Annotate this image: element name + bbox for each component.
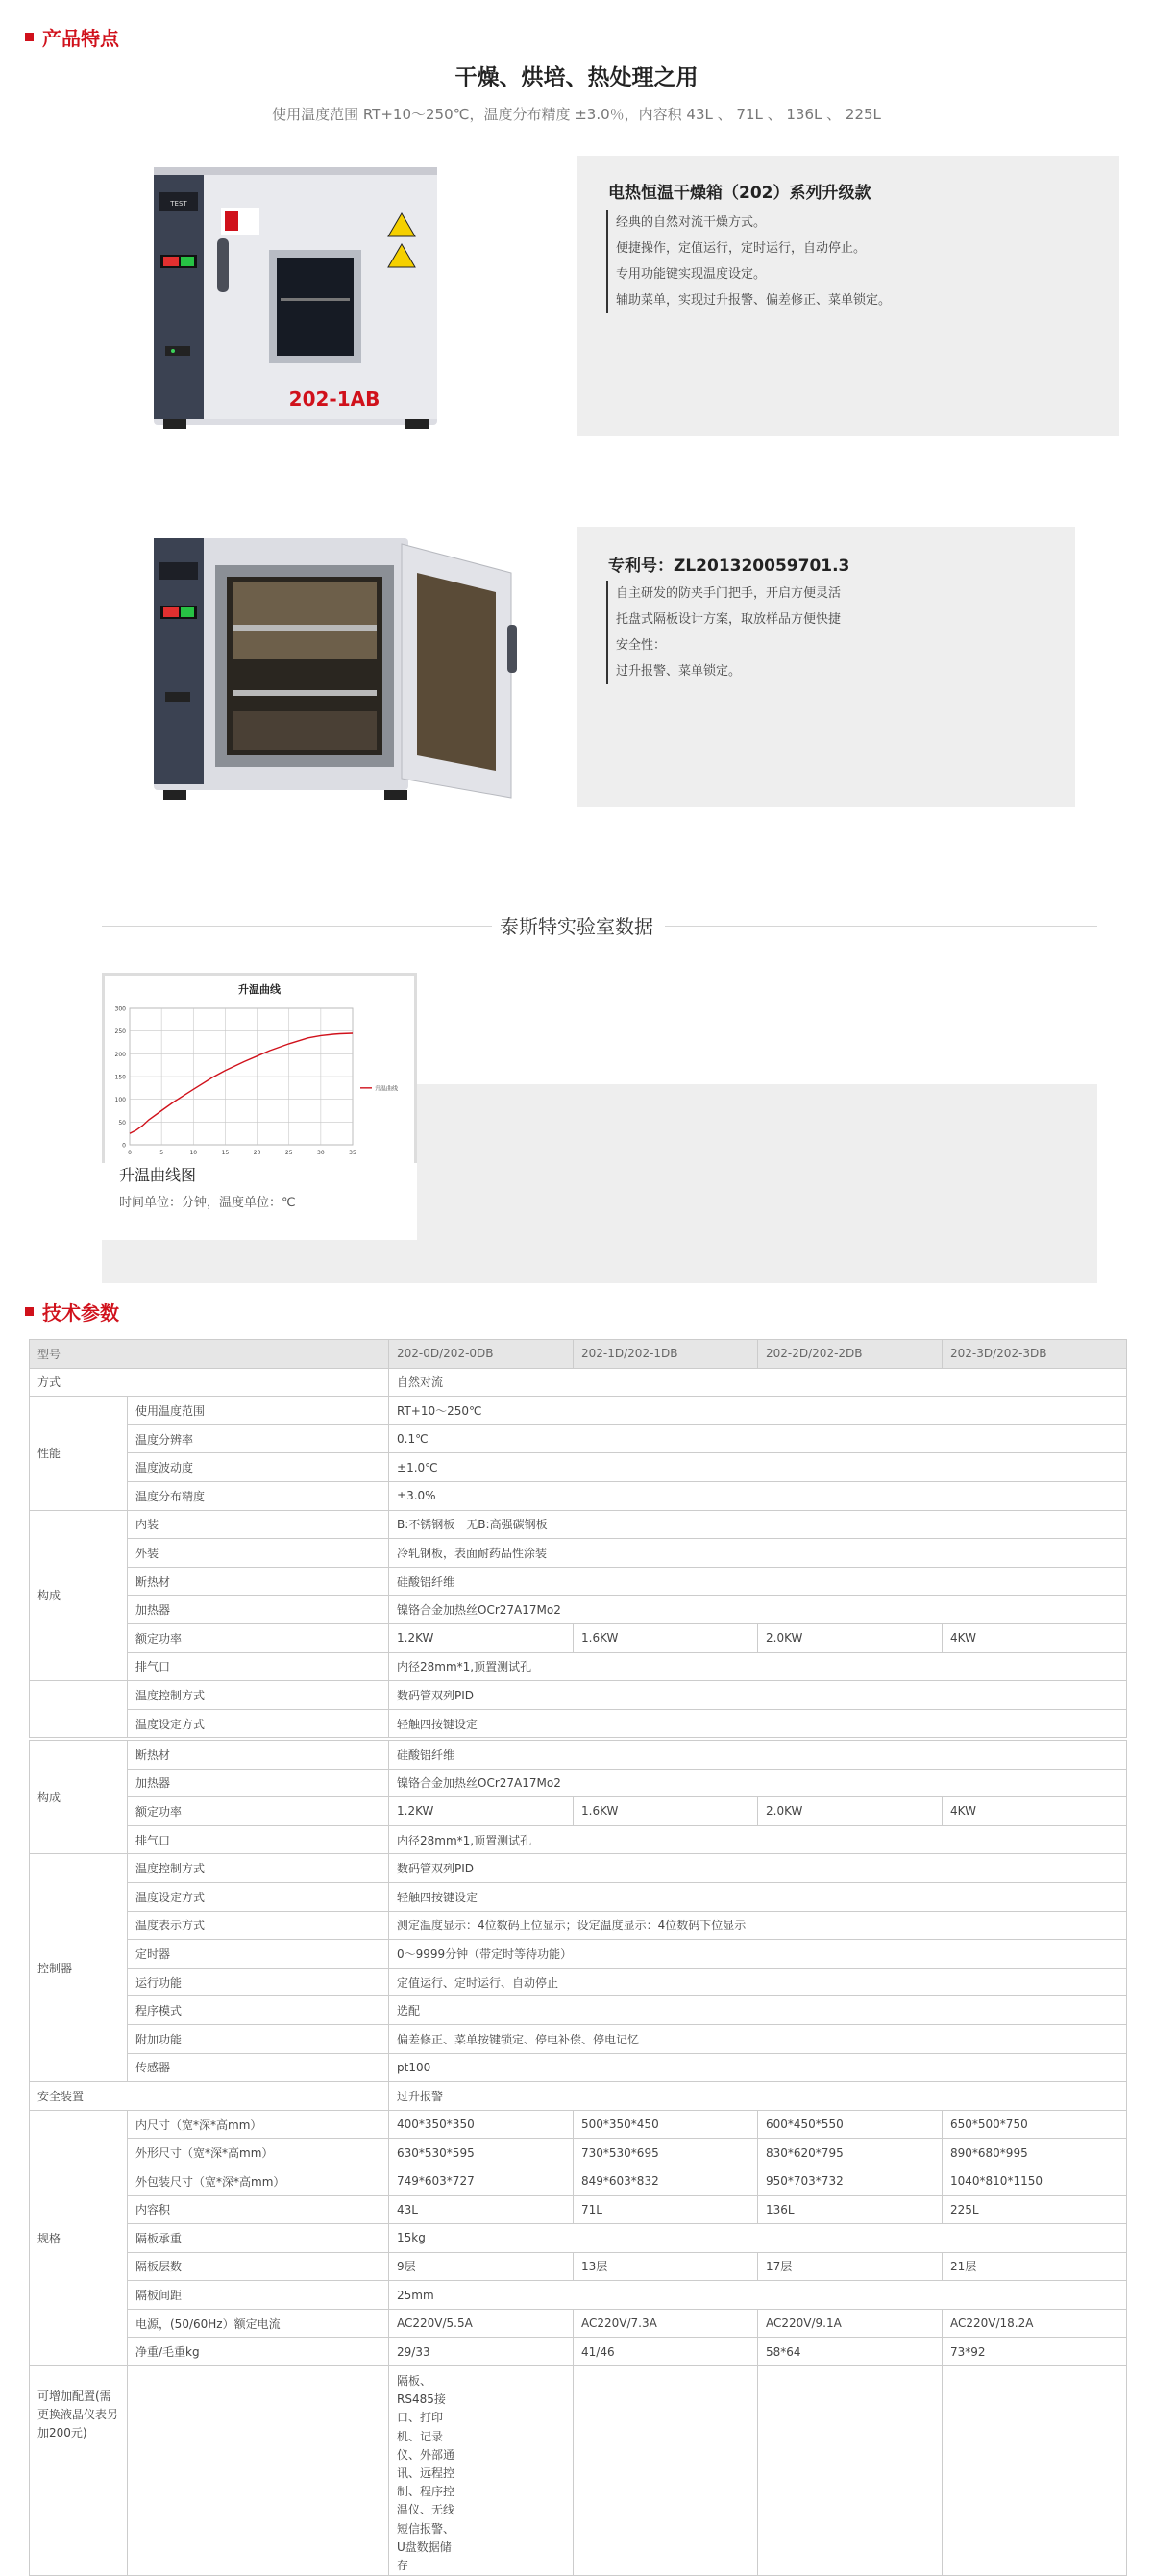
row-group-label: 构成	[30, 1741, 128, 1854]
list-item: 安全性：	[606, 632, 841, 658]
table-cell: 830*620*795	[758, 2139, 943, 2167]
x-tick-label: 5	[159, 1150, 164, 1156]
table-row	[30, 2139, 1127, 2167]
chart-title: 升温曲线	[238, 983, 281, 996]
y-tick-label: 0	[122, 1142, 126, 1150]
product-model-label: 202-1AB	[288, 387, 380, 410]
table-cell: 额定功率	[128, 1797, 389, 1826]
table-cell: 0～9999分钟（带定时等待功能）	[389, 1940, 1127, 1969]
table-cell: AC220V/18.2A	[943, 2309, 1127, 2338]
table-cell	[128, 2366, 389, 2576]
feature-list	[606, 210, 891, 313]
table-cell: 25mm	[389, 2281, 1127, 2310]
table-cell: 950*703*732	[758, 2167, 943, 2195]
table-cell: 轻触四按键设定	[389, 1882, 1127, 1911]
x-tick-label: 15	[221, 1150, 230, 1156]
heating-curve-chart	[105, 976, 414, 1168]
table-cell	[758, 2366, 943, 2576]
table-cell: 29/33	[389, 2338, 574, 2366]
table-cell: 排气口	[128, 1825, 389, 1854]
list-item: 自主研发的防夹手门把手，开启方便灵活	[606, 581, 841, 607]
table-cell	[574, 2366, 758, 2576]
lab-data-title: 泰斯特实验室数据	[500, 915, 653, 938]
page-subtitle: 使用温度范围 RT+10～250℃，温度分布精度 ±3.0％，内容积 43L 、 71L 、 136L 、 225L	[272, 106, 881, 123]
table-cell: 400*350*350	[389, 2110, 574, 2139]
table-cell: AC220V/7.3A	[574, 2309, 758, 2338]
table-cell: 849*603*832	[574, 2167, 758, 2195]
table-cell: 使用温度范围	[128, 1397, 389, 1425]
table-row	[30, 1882, 1127, 1911]
table-cell: 500*350*450	[574, 2110, 758, 2139]
table-cell: ±3.0%	[389, 1481, 1127, 1510]
table-row	[30, 1996, 1127, 2025]
table-cell: 镍铬合金加热丝OCr27A17Mo2	[389, 1596, 1127, 1624]
row-group-label: 控制器	[30, 1854, 128, 2082]
table-cell: 断热材	[128, 1741, 389, 1770]
list-item: 托盘式隔板设计方案，取放样品方便快捷	[606, 607, 841, 632]
row-group-label: 规格	[30, 2110, 128, 2365]
table-cell: 轻触四按键设定	[389, 1709, 1127, 1738]
table-cell: 选配	[389, 1996, 1127, 2025]
table-cell: 外包装尺寸（宽*深*高mm）	[128, 2167, 389, 2195]
table-cell: 加热器	[128, 1769, 389, 1797]
table-cell: 温度设定方式	[128, 1882, 389, 1911]
x-tick-label: 20	[253, 1150, 261, 1156]
table-cell: 1.2KW	[389, 1623, 574, 1652]
table-row	[30, 2366, 1127, 2576]
chart-caption	[102, 1163, 417, 1240]
table-cell: 9层	[389, 2252, 574, 2281]
x-tick-label: 25	[284, 1150, 293, 1156]
table-cell: 隔板承重	[128, 2224, 389, 2253]
table-cell: 隔板层数	[128, 2252, 389, 2281]
table-cell: 73*92	[943, 2338, 1127, 2366]
table-cell: 内装	[128, 1510, 389, 1539]
patent-title: 专利号：ZL201320059701.3	[608, 557, 850, 576]
table-cell: 内径28mm*1,顶置测试孔	[389, 1652, 1127, 1681]
table-row	[30, 1709, 1127, 1738]
x-tick-label: 10	[189, 1150, 198, 1156]
table-cell: 定值运行、定时运行、自动停止	[389, 1968, 1127, 1996]
page-title: 干燥、烘培、热处理之用	[454, 65, 699, 90]
table-cell: pt100	[389, 2053, 1127, 2082]
table-row	[30, 1567, 1127, 1596]
table-cell: 运行功能	[128, 1968, 389, 1996]
table-cell: ±1.0℃	[389, 1453, 1127, 1482]
table-cell: 1.6KW	[574, 1623, 758, 1652]
product-photo-closed	[144, 154, 442, 442]
table-cell: 890*680*995	[943, 2139, 1127, 2167]
table-cell: 630*530*595	[389, 2139, 574, 2167]
table-cell: 13层	[574, 2252, 758, 2281]
table-cell: 730*530*695	[574, 2139, 758, 2167]
table-cell: 数码管双列PID	[389, 1854, 1127, 1883]
y-tick-label: 150	[114, 1074, 126, 1081]
specs-heading: 技术参数	[25, 1298, 119, 1325]
list-item: 专用功能键实现温度设定。	[606, 261, 891, 287]
row-group-label	[30, 1681, 128, 1738]
table-row	[30, 1652, 1127, 1681]
table-cell: 58*64	[758, 2338, 943, 2366]
x-tick-label: 0	[128, 1150, 132, 1156]
table-cell: 安全装置	[30, 2082, 389, 2111]
table-row	[30, 1481, 1127, 1510]
spec-table-secondary	[29, 1740, 1127, 2576]
options-label: 可增加配置(需更换液晶仪表另加200元)	[30, 2366, 128, 2576]
table-cell: 硅酸铝纤维	[389, 1741, 1127, 1770]
table-cell: 镍铬合金加热丝OCr27A17Mo2	[389, 1769, 1127, 1797]
table-row	[30, 1397, 1127, 1425]
table-cell: 17层	[758, 2252, 943, 2281]
row-group-label: 构成	[30, 1510, 128, 1681]
lab-background-band	[411, 1084, 1097, 1283]
table-cell: 外装	[128, 1539, 389, 1568]
table-cell: 内径28mm*1,顶置测试孔	[389, 1825, 1127, 1854]
table-cell	[943, 2366, 1127, 2576]
table-row	[30, 1368, 1127, 1397]
table-cell: 自然对流	[389, 1368, 1127, 1397]
table-cell: 数码管双列PID	[389, 1681, 1127, 1710]
table-cell: 附加功能	[128, 2024, 389, 2053]
list-item: 便捷操作，定值运行，定时运行，自动停止。	[606, 235, 891, 261]
table-cell: 749*603*727	[389, 2167, 574, 2195]
table-row	[30, 1769, 1127, 1797]
table-cell: 硅酸铝纤维	[389, 1567, 1127, 1596]
table-cell: 600*450*550	[758, 2110, 943, 2139]
feature-panel-title: 电热恒温干燥箱（202）系列升级款	[608, 184, 871, 203]
table-cell: 加热器	[128, 1596, 389, 1624]
row-group-label: 性能	[30, 1397, 128, 1510]
table-cell: 传感器	[128, 2053, 389, 2082]
table-cell: 1.2KW	[389, 1797, 574, 1826]
table-cell: 1.6KW	[574, 1797, 758, 1826]
options-list: 隔板、RS485接口、打印机、记录仪、外部通讯、远程控制、程序控温仪、无线短信报警、U盘数据储存	[389, 2366, 574, 2576]
table-row	[30, 1424, 1127, 1453]
table-cell: 43L	[389, 2195, 574, 2224]
y-tick-label: 100	[114, 1097, 126, 1104]
chart-caption-title: 升温曲线图	[119, 1166, 197, 1184]
table-row	[30, 1741, 1127, 1770]
table-cell: 温度波动度	[128, 1453, 389, 1482]
table-cell: 温度分布精度	[128, 1481, 389, 1510]
table-cell: 0.1℃	[389, 1424, 1127, 1453]
y-tick-label: 50	[118, 1119, 126, 1127]
table-cell: 2.0KW	[758, 1623, 943, 1652]
table-row	[30, 1596, 1127, 1624]
table-cell: 温度控制方式	[128, 1681, 389, 1710]
table-row	[30, 2082, 1127, 2111]
table-header-row	[30, 1340, 1127, 1369]
table-row	[30, 2053, 1127, 2082]
table-cell: 136L	[758, 2195, 943, 2224]
table-row	[30, 1854, 1127, 1883]
heading-marker-icon	[25, 33, 34, 41]
table-row	[30, 1968, 1127, 1996]
table-cell: 650*500*750	[943, 2110, 1127, 2139]
table-header-cell: 202-0D/202-0DB	[389, 1340, 574, 1369]
table-cell: 4KW	[943, 1623, 1127, 1652]
table-cell: AC220V/5.5A	[389, 2309, 574, 2338]
table-row	[30, 2338, 1127, 2366]
table-cell: 程序模式	[128, 1996, 389, 2025]
heading-marker-icon	[25, 1307, 34, 1316]
table-cell: 41/46	[574, 2338, 758, 2366]
oven-open-illustration	[144, 519, 524, 812]
table-cell: 4KW	[943, 1797, 1127, 1826]
table-cell: 断热材	[128, 1567, 389, 1596]
table-cell: 外形尺寸（宽*深*高mm）	[128, 2139, 389, 2167]
table-row	[30, 1623, 1127, 1652]
table-cell: 方式	[30, 1368, 389, 1397]
y-tick-label: 250	[114, 1028, 126, 1036]
x-tick-label: 35	[349, 1150, 356, 1156]
table-row	[30, 1797, 1127, 1826]
table-header-cell: 202-2D/202-2DB	[758, 1340, 943, 1369]
table-cell: RT+10～250℃	[389, 1397, 1127, 1425]
table-row	[30, 2252, 1127, 2281]
chart-caption-units: 时间单位：分钟，温度单位：℃	[119, 1196, 296, 1210]
list-item: 辅助菜单，实现过升报警、偏差修正、菜单锁定。	[606, 287, 891, 313]
table-row	[30, 1681, 1127, 1710]
table-cell: 15kg	[389, 2224, 1127, 2253]
y-tick-label: 300	[114, 1005, 126, 1013]
x-tick-label: 30	[317, 1150, 325, 1156]
table-cell: 1040*810*1150	[943, 2167, 1127, 2195]
table-cell: 冷轧钢板，表面耐药品性涂装	[389, 1539, 1127, 1568]
svg-text:TEST: TEST	[170, 200, 187, 208]
table-header-cell: 202-3D/202-3DB	[943, 1340, 1127, 1369]
table-header-cell: 型号	[30, 1340, 389, 1369]
table-row	[30, 2024, 1127, 2053]
table-cell: 过升报警	[389, 2082, 1127, 2111]
table-cell: 温度分辨率	[128, 1424, 389, 1453]
y-tick-label: 200	[114, 1051, 126, 1058]
table-row	[30, 2195, 1127, 2224]
table-row	[30, 1825, 1127, 1854]
table-cell: 温度设定方式	[128, 1709, 389, 1738]
table-cell: 71L	[574, 2195, 758, 2224]
list-item: 经典的自然对流干燥方式。	[606, 210, 891, 235]
table-cell: 2.0KW	[758, 1797, 943, 1826]
table-cell: 225L	[943, 2195, 1127, 2224]
feature-panel-patent	[577, 527, 1075, 807]
table-cell: 定时器	[128, 1940, 389, 1969]
table-cell: 21层	[943, 2252, 1127, 2281]
table-row	[30, 1911, 1127, 1940]
table-row	[30, 1940, 1127, 1969]
patent-feature-list	[606, 581, 841, 684]
table-cell: 额定功率	[128, 1623, 389, 1652]
table-cell: 偏差修正、菜单按键锁定、停电补偿、停电记忆	[389, 2024, 1127, 2053]
spec-table-main	[29, 1339, 1127, 1738]
table-cell: 温度控制方式	[128, 1854, 389, 1883]
list-item: 过升报警、菜单锁定。	[606, 658, 841, 684]
table-cell: 净重/毛重kg	[128, 2338, 389, 2366]
feature-panel-upgrade	[577, 156, 1119, 436]
table-row	[30, 2110, 1127, 2139]
table-row	[30, 2167, 1127, 2195]
product-photo-open	[144, 519, 524, 812]
table-cell: 排气口	[128, 1652, 389, 1681]
table-cell: B:不锈钢板 无B:高强碳钢板	[389, 1510, 1127, 1539]
table-row	[30, 1510, 1127, 1539]
table-cell: 内容积	[128, 2195, 389, 2224]
legend-label: 升温曲线	[375, 1085, 399, 1093]
table-cell: 温度表示方式	[128, 1911, 389, 1940]
oven-closed-illustration	[144, 154, 442, 442]
table-header-cell: 202-1D/202-1DB	[574, 1340, 758, 1369]
table-row	[30, 1453, 1127, 1482]
table-row	[30, 2281, 1127, 2310]
table-row	[30, 2309, 1127, 2338]
table-cell: AC220V/9.1A	[758, 2309, 943, 2338]
features-heading: 产品特点	[25, 23, 119, 51]
table-row	[30, 2224, 1127, 2253]
table-cell: 电源，(50/60Hz）额定电流	[128, 2309, 389, 2338]
table-cell: 内尺寸（宽*深*高mm）	[128, 2110, 389, 2139]
table-cell: 隔板间距	[128, 2281, 389, 2310]
table-row	[30, 1539, 1127, 1568]
table-cell: 测定温度显示：4位数码上位显示；设定温度显示：4位数码下位显示	[389, 1911, 1127, 1940]
